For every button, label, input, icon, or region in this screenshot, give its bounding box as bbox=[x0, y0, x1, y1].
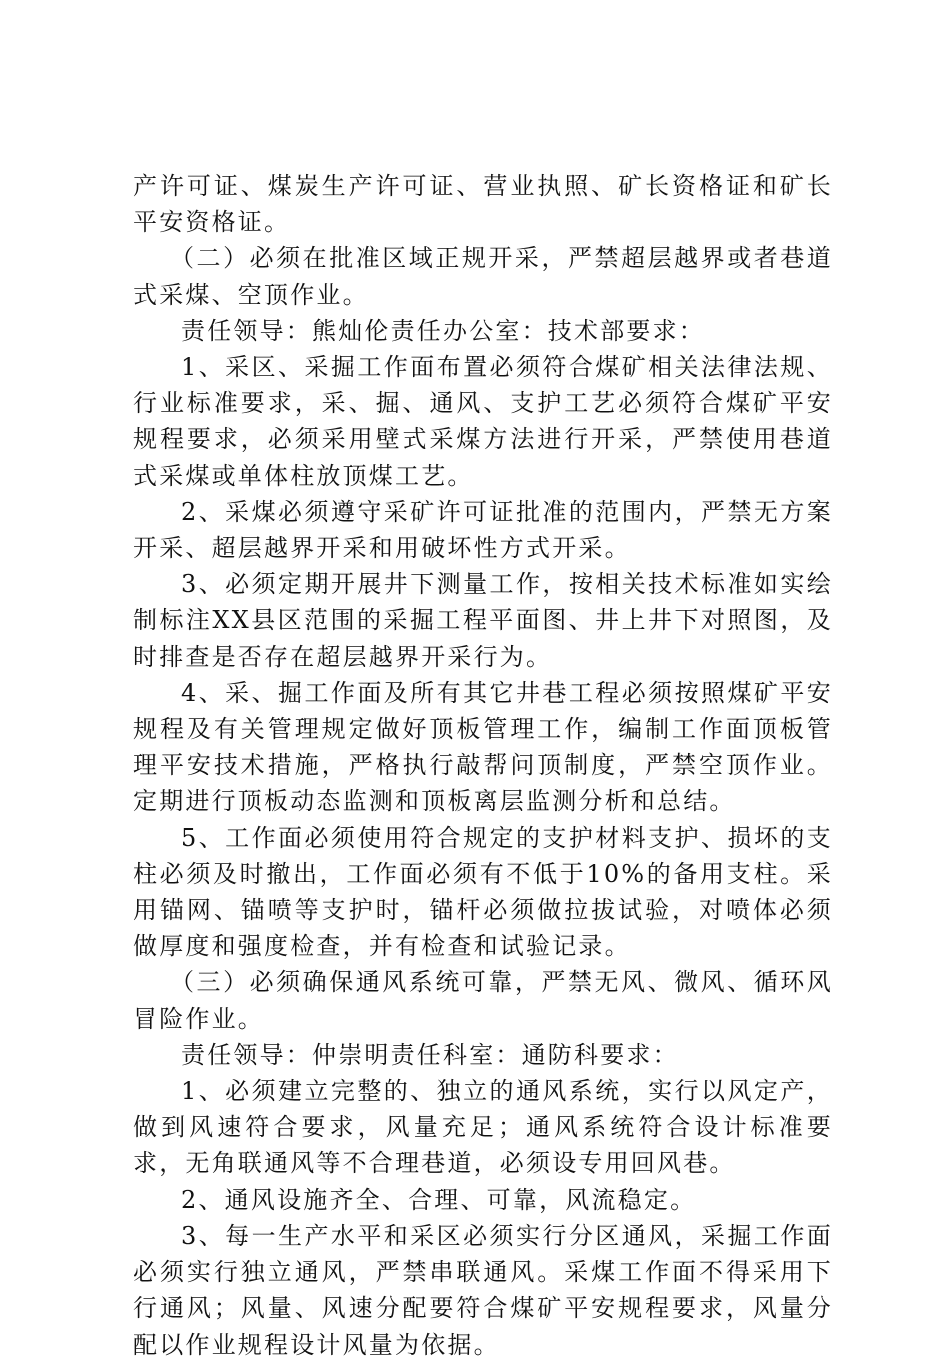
paragraph-7: 4、采、掘工作面及所有其它井巷工程必须按照煤矿平安规程及有关管理规定做好顶板管理工作，编制工作面顶板管理平安技术措施，严格执行敲帮问顶制度，严禁空顶作业。定期进行顶板动态监测和顶板离层监测分析和总结。 bbox=[133, 678, 833, 816]
paragraph-10: 责任领导：仲崇明责任科室：通防科要求： bbox=[181, 1040, 679, 1069]
paragraph-13: 3、每一生产水平和采区必须实行分区通风，采掘工作面必须实行独立通风，严禁串联通风。采煤工作面不得采用下行通风；风量、风速分配要符合煤矿平安规程要求，风量分配以作业规程设计风量为依据。 bbox=[133, 1221, 833, 1359]
paragraph-2: （二）必须在批准区域正规开采，严禁超层越界或者巷道式采煤、空顶作业。 bbox=[133, 244, 833, 309]
document-page bbox=[133, 168, 833, 1363]
paragraph-8: 5、工作面必须使用符合规定的支护材料支护、损坏的支柱必须及时撤出，工作面必须有不低于10%的备用支柱。采用锚网、锚喷等支护时，锚杆必须做拉拔试验，对喷体必须做厚度和强度检查，并有检查和试验记录。 bbox=[133, 823, 833, 961]
paragraph-3: 责任领导：熊灿伦责任办公室：技术部要求： bbox=[181, 316, 705, 345]
paragraph-9: （三）必须确保通风系统可靠，严禁无风、微风、循环风冒险作业。 bbox=[133, 968, 833, 1033]
paragraph-11: 1、必须建立完整的、独立的通风系统，实行以风定产，做到风速符合要求，风量充足；通风系统符合设计标准要求，无角联通风等不合理巷道，必须设专用回风巷。 bbox=[133, 1077, 833, 1178]
paragraph-4: 1、采区、采掘工作面布置必须符合煤矿相关法律法规、行业标准要求，采、掘、通风、支护工艺必须符合煤矿平安规程要求，必须采用壁式采煤方法进行开采，严禁使用巷道式采煤或单体柱放顶煤工艺。 bbox=[133, 353, 833, 490]
paragraph-12: 2、通风设施齐全、合理、可靠，风流稳定。 bbox=[181, 1185, 697, 1214]
paragraph-1: 产许可证、煤炭生产许可证、营业执照、矿长资格证和矿长平安资格证。 bbox=[133, 172, 833, 237]
paragraph-5: 2、采煤必须遵守采矿许可证批准的范围内，严禁无方案开采、超层越界开采和用破坏性方式开采。 bbox=[133, 497, 833, 563]
paragraph-6: 3、必须定期开展井下测量工作，按相关技术标准如实绘制标注XX县区范围的采掘工程平面图、井上井下对照图，及时排查是否存在超层越界开采行为。 bbox=[133, 570, 833, 671]
